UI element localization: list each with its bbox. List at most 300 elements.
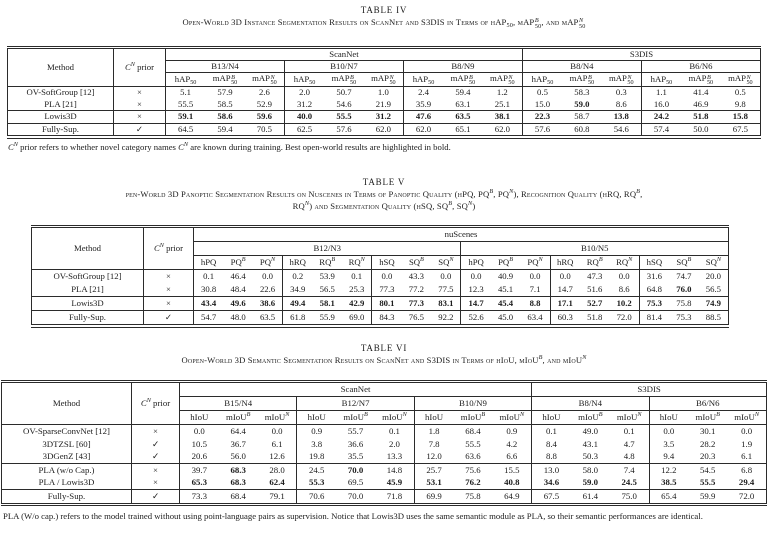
value-cell: 77.2 — [408, 284, 424, 295]
method-cell: 3DTZSL [60] — [42, 438, 91, 449]
split-header: B6/N6 — [641, 61, 760, 73]
value-cell: 88.5 — [699, 311, 729, 325]
value-cell: 41.4 — [693, 87, 709, 98]
prior-cell: × — [114, 99, 166, 111]
value-cell: 59.4 — [205, 123, 245, 136]
value-cell: 64.4 — [230, 426, 246, 437]
table-row — [2, 450, 767, 463]
value-cell: 64.8 — [639, 283, 669, 297]
metric-header: hIoU — [414, 411, 453, 425]
prior-column-header: $C^N$ prior — [132, 383, 180, 425]
table-iv-caption-line: Open-World 3D Instance Segmentation Results on ScanNet and S3DIS in Terms of hAP$_{50}$, mAP B 50 , and mAP N 50 — [182, 17, 586, 30]
value-cell: 34.9 — [283, 283, 313, 297]
value-cell: 45.0 — [491, 311, 521, 325]
value-cell: 62.0 — [483, 123, 523, 136]
metric-header: $SQ^N$ — [431, 256, 461, 270]
value-cell: 14.7 — [461, 297, 491, 311]
metric-header: $PQ^B$ — [223, 256, 253, 270]
metric-header: hAP$_{50}$ — [403, 73, 443, 87]
table-v-caption-line-2: $RQ^N$) and Segmentation Quality (hSQ, $SQ^B$, $SQ^N$) — [292, 199, 476, 211]
value-cell: 31.2 — [364, 111, 404, 124]
value-cell: 2.0 — [284, 87, 324, 99]
value-cell: 50.3 — [582, 451, 599, 462]
prior-cell: ✓ — [132, 438, 180, 451]
value-cell: 0.0 — [271, 426, 283, 437]
prior-column-header: $C^N$ prior — [144, 228, 194, 270]
table-row — [32, 270, 729, 284]
value-cell: 68.3 — [230, 477, 246, 488]
table-v-frame — [31, 225, 729, 328]
value-cell: 7.8 — [414, 438, 453, 451]
metric-header: $PQ^N$ — [520, 256, 550, 270]
split-header: B13/N4 — [166, 61, 285, 73]
value-cell: 30.8 — [194, 283, 224, 297]
value-cell: 6.1 — [271, 438, 283, 449]
value-cell: 76.5 — [402, 311, 432, 325]
value-cell: 62.5 — [284, 123, 324, 136]
value-cell: 10.2 — [610, 297, 640, 311]
value-cell: 58.3 — [574, 87, 590, 98]
metric-header: $RQ^N$ — [610, 256, 640, 270]
table-vi-footnote: PLA (W/o cap.) refers to the model trained without using point-language pairs as supervision. Notice that Lowis3D uses the same semantic module as PLA, so their semantic performances are identical. — [3, 511, 703, 522]
value-cell: 75.3 — [669, 311, 699, 325]
metric-header: hRQ — [283, 256, 313, 270]
method-cell: OV-SparseConvNet [12] — [23, 426, 110, 437]
value-cell: 30.1 — [699, 426, 716, 437]
metric-header: mIoU$^B$ — [571, 411, 610, 425]
metric-header: $RQ^B$ — [580, 256, 610, 270]
metric-header: mIoU$^N$ — [258, 411, 297, 425]
value-cell: 71.8 — [375, 490, 414, 504]
table-vi-caption — [0, 343, 768, 366]
value-cell: 8.8 — [532, 450, 571, 463]
metric-header: $SQ^B$ — [402, 256, 432, 270]
value-cell: 48.4 — [230, 284, 246, 295]
value-cell: 79.1 — [258, 490, 297, 504]
value-cell: 70.0 — [336, 490, 375, 504]
metric-header: $RQ^B$ — [312, 256, 342, 270]
value-cell: 54.7 — [194, 311, 224, 325]
metric-header: mAP N 50 — [364, 73, 404, 87]
prior-cell: × — [132, 425, 180, 438]
prior-cell: × — [114, 111, 166, 124]
value-cell: 36.7 — [230, 438, 246, 449]
value-cell: 69.0 — [342, 311, 372, 325]
value-cell: 0.5 — [522, 87, 562, 99]
value-cell: 0.0 — [618, 271, 630, 282]
dataset-header: S3DIS — [532, 383, 767, 397]
value-cell: 0.1 — [351, 271, 363, 282]
table-v-caption-line-1: pen-World 3D Panoptic Segmentation Results on Nuscenes in Terms of Panoptic Quality (hPQ, $PQ^B$, $PQ^N$), Recognition Quality (hRQ, $RQ^B$, — [125, 187, 643, 199]
value-cell: 75.8 — [669, 297, 699, 311]
table-vi-label: TABLE VI — [360, 342, 408, 353]
value-cell: 22.3 — [522, 111, 562, 124]
metric-header: $SQ^N$ — [699, 256, 729, 270]
value-cell: 46.4 — [230, 271, 246, 282]
method-cell: PLA [21] — [71, 284, 104, 295]
table-v-section — [0, 177, 768, 328]
value-cell: 1.2 — [496, 87, 508, 98]
table-iv-instance-results — [7, 48, 761, 136]
split-header: B15/N4 — [180, 397, 297, 411]
metric-header: hIoU — [532, 411, 571, 425]
value-cell: 0.2 — [283, 270, 313, 284]
value-cell: 29.4 — [738, 477, 755, 488]
value-cell: 5.1 — [166, 87, 206, 99]
value-cell: 4.8 — [623, 451, 635, 462]
value-cell: 51.8 — [681, 111, 721, 124]
method-cell: PLA (w/o Cap.) — [2, 463, 132, 476]
table-vi-frame — [1, 380, 767, 507]
value-cell: 14.8 — [375, 463, 414, 476]
value-cell: 4.7 — [623, 438, 635, 449]
value-cell: 13.0 — [532, 463, 571, 476]
value-cell: 81.4 — [639, 311, 669, 325]
value-cell: 1.9 — [741, 438, 753, 449]
prior-cell: × — [132, 463, 180, 476]
value-cell: 12.3 — [461, 283, 491, 297]
metric-header: hIoU — [297, 411, 336, 425]
prior-cell: × — [114, 87, 166, 99]
value-cell: 42.9 — [342, 297, 372, 311]
value-cell: 61.8 — [283, 311, 313, 325]
value-cell: 12.6 — [269, 451, 285, 462]
split-header: B10/N9 — [414, 397, 531, 411]
table-iv-label: TABLE IV — [360, 5, 408, 15]
value-cell: 0.3 — [615, 87, 627, 98]
table-row — [2, 438, 767, 451]
value-cell: 65.4 — [649, 490, 688, 504]
table-row — [8, 87, 761, 99]
value-cell: 67.5 — [532, 490, 571, 504]
value-cell: 69.5 — [347, 477, 364, 488]
value-cell: 63.1 — [455, 98, 471, 109]
value-cell: 19.8 — [297, 450, 336, 463]
value-cell: 72.0 — [727, 490, 766, 504]
table-row — [2, 425, 767, 438]
table-vi-semantic-results — [1, 382, 767, 504]
table-row — [32, 311, 729, 325]
value-cell: 0.1 — [623, 426, 635, 437]
value-cell: 55.5 — [465, 438, 481, 449]
value-cell: 74.9 — [699, 297, 729, 311]
method-cell: Fully-Sup. — [2, 490, 132, 504]
value-cell: 92.2 — [431, 311, 461, 325]
table-vi-section — [0, 343, 768, 524]
value-cell: 62.0 — [403, 123, 443, 136]
value-cell: 75.8 — [453, 490, 492, 504]
prior-cell: ✓ — [144, 311, 194, 325]
value-cell: 28.2 — [699, 438, 716, 449]
metric-header: mAP N 50 — [483, 73, 523, 87]
value-cell: 50.0 — [681, 123, 721, 136]
value-cell: 63.5 — [253, 311, 283, 325]
method-cell: Fully-Sup. — [32, 311, 144, 325]
value-cell: 0.0 — [262, 271, 273, 282]
value-cell: 77.3 — [402, 297, 432, 311]
value-cell: 38.1 — [483, 111, 523, 124]
value-cell: 45.4 — [491, 297, 521, 311]
value-cell: 68.3 — [219, 463, 258, 476]
value-cell: 77.3 — [372, 283, 402, 297]
dataset-header: S3DIS — [522, 49, 760, 61]
method-cell: OV-SoftGroup [12] — [53, 271, 122, 282]
value-cell: 1.0 — [377, 87, 389, 98]
metric-header: hIoU — [180, 411, 219, 425]
value-cell: 68.4 — [465, 426, 481, 437]
value-cell: 3.5 — [649, 438, 688, 451]
prior-cell: × — [144, 270, 194, 284]
value-cell: 0.0 — [550, 270, 580, 284]
value-cell: 8.8 — [520, 297, 550, 311]
metric-header: $SQ^B$ — [669, 256, 699, 270]
value-cell: 62.0 — [364, 123, 404, 136]
value-cell: 59.0 — [574, 98, 590, 109]
value-cell: 80.1 — [372, 297, 402, 311]
value-cell: 55.5 — [324, 111, 364, 124]
value-cell: 15.8 — [721, 111, 761, 124]
value-cell: 16.0 — [641, 99, 681, 111]
value-cell: 51.8 — [580, 311, 610, 325]
value-cell: 47.3 — [587, 271, 603, 282]
value-cell: 55.7 — [347, 426, 364, 437]
value-cell: 40.9 — [497, 271, 514, 282]
table-row — [8, 111, 761, 124]
metric-header: mIoU$^N$ — [375, 411, 414, 425]
prior-cell: ✓ — [132, 450, 180, 463]
value-cell: 51.6 — [587, 284, 603, 295]
value-cell: 46.9 — [693, 98, 709, 109]
value-cell: 0.5 — [734, 87, 746, 98]
value-cell: 13.8 — [602, 111, 642, 124]
value-cell: 6.6 — [506, 451, 518, 462]
value-cell: 25.1 — [494, 98, 510, 109]
value-cell: 9.4 — [649, 450, 688, 463]
value-cell: 60.8 — [562, 123, 602, 136]
split-header: B8/N4 — [522, 61, 641, 73]
method-cell: PLA / Lowis3D — [38, 477, 95, 488]
metric-header: hSQ — [639, 256, 669, 270]
metric-header: $RQ^N$ — [342, 256, 372, 270]
method-cell: OV-SoftGroup [12] — [26, 87, 95, 98]
metric-header: $PQ^N$ — [253, 256, 283, 270]
value-cell: 57.6 — [522, 123, 562, 136]
value-cell: 50.7 — [336, 87, 352, 98]
method-column-header: Method — [8, 49, 114, 87]
metric-header: hPQ — [194, 256, 224, 270]
value-cell: 55.5 — [166, 99, 206, 111]
value-cell: 45.9 — [386, 477, 403, 488]
method-cell: Lowis3D — [8, 111, 114, 124]
value-cell: 14.7 — [550, 283, 580, 297]
value-cell: 20.3 — [699, 451, 716, 462]
value-cell: 36.6 — [347, 438, 364, 449]
value-cell: 10.5 — [180, 438, 219, 451]
value-cell: 38.5 — [649, 476, 688, 489]
metric-header: mAP N 50 — [602, 73, 642, 87]
split-header: B8/N9 — [403, 61, 522, 73]
metric-header: mIoU$^B$ — [688, 411, 727, 425]
value-cell: 9.8 — [734, 98, 746, 109]
value-cell: 0.1 — [532, 425, 571, 438]
table-row — [2, 490, 767, 504]
value-cell: 70.0 — [336, 463, 375, 476]
value-cell: 65.3 — [180, 476, 219, 489]
value-cell: 0.0 — [529, 271, 541, 282]
metric-header: hAP$_{50}$ — [284, 73, 324, 87]
metric-header: mAP B 50 — [205, 73, 245, 87]
value-cell: 57.6 — [324, 123, 364, 136]
value-cell: 52.9 — [256, 98, 272, 109]
value-cell: 72.0 — [610, 311, 640, 325]
value-cell: 58.7 — [562, 111, 602, 124]
metric-header: mIoU$^N$ — [493, 411, 532, 425]
value-cell: 59.4 — [455, 87, 471, 98]
value-cell: 0.0 — [180, 425, 219, 438]
metric-header: mAP B 50 — [443, 73, 483, 87]
value-cell: 34.6 — [532, 476, 571, 489]
table-row — [2, 463, 767, 476]
table-iv-caption — [0, 5, 768, 30]
value-cell: 0.1 — [388, 426, 400, 437]
method-cell: Fully-Sup. — [8, 123, 114, 136]
table-row — [8, 123, 761, 136]
value-cell: 63.4 — [520, 311, 550, 325]
value-cell: 39.7 — [180, 463, 219, 476]
metric-header: mIoU$^B$ — [219, 411, 258, 425]
value-cell: 70.6 — [297, 490, 336, 504]
metric-header: mAP B 50 — [324, 73, 364, 87]
table-row — [32, 297, 729, 311]
value-cell: 75.0 — [610, 490, 649, 504]
value-cell: 15.5 — [493, 463, 532, 476]
value-cell: 2.6 — [258, 87, 270, 98]
metric-header: $PQ^B$ — [491, 256, 521, 270]
value-cell: 6.1 — [741, 451, 753, 462]
value-cell: 35.9 — [403, 99, 443, 111]
value-cell: 57.4 — [641, 123, 681, 136]
metric-header: hRQ — [550, 256, 580, 270]
value-cell: 55.3 — [297, 476, 336, 489]
metric-header: hAP$_{50}$ — [641, 73, 681, 87]
value-cell: 38.6 — [253, 297, 283, 311]
split-header: B8/N4 — [532, 397, 649, 411]
value-cell: 57.9 — [217, 87, 233, 98]
value-cell: 1.1 — [641, 87, 681, 99]
value-cell: 0.0 — [741, 426, 753, 437]
value-cell: 47.6 — [403, 111, 443, 124]
value-cell: 53.1 — [414, 476, 453, 489]
value-cell: 56.5 — [705, 284, 721, 295]
value-cell: 49.6 — [223, 297, 253, 311]
value-cell: 68.4 — [219, 490, 258, 504]
table-v-panoptic-results — [31, 227, 729, 325]
value-cell: 74.7 — [676, 271, 692, 282]
dataset-header: ScanNet — [166, 49, 523, 61]
metric-header: mIoU$^B$ — [453, 411, 492, 425]
value-cell: 24.2 — [641, 111, 681, 124]
split-header: B10/N5 — [461, 242, 729, 256]
table-iv-footnote: $C^N$ prior refers to whether novel category names $C^N$ are known during training. Best open-world results are highlighted in bold. — [8, 140, 451, 152]
value-cell: 43.1 — [582, 438, 599, 449]
value-cell: 25.7 — [414, 463, 453, 476]
metric-header: mAP N 50 — [721, 73, 761, 87]
value-cell: 12.2 — [649, 463, 688, 476]
method-cell: 3DGenZ [43] — [42, 451, 91, 462]
value-cell: 61.4 — [571, 490, 610, 504]
value-cell: 54.5 — [688, 463, 727, 476]
value-cell: 21.9 — [375, 98, 391, 109]
value-cell: 76.2 — [465, 477, 481, 488]
value-cell: 54.6 — [602, 123, 642, 136]
value-cell: 64.5 — [166, 123, 206, 136]
table-row — [2, 476, 767, 489]
prior-column-header: $C^N$ prior — [114, 49, 166, 87]
value-cell: 58.1 — [312, 297, 342, 311]
value-cell: 7.4 — [610, 463, 649, 476]
value-cell: 62.4 — [269, 477, 285, 488]
value-cell: 56.0 — [230, 451, 246, 462]
value-cell: 12.0 — [414, 450, 453, 463]
value-cell: 0.9 — [297, 425, 336, 438]
method-column-header: Method — [2, 383, 132, 425]
metric-header: mIoU$^B$ — [336, 411, 375, 425]
prior-cell: ✓ — [114, 123, 166, 136]
prior-cell: ✓ — [132, 490, 180, 504]
value-cell: 59.1 — [166, 111, 206, 124]
value-cell: 45.1 — [497, 284, 514, 295]
value-cell: 40.0 — [284, 111, 324, 124]
value-cell: 40.8 — [504, 477, 520, 488]
value-cell: 59.6 — [245, 111, 285, 124]
split-header: B12/N3 — [194, 242, 461, 256]
value-cell: 67.5 — [721, 123, 761, 136]
value-cell: 56.5 — [319, 284, 335, 295]
metric-header: mAP N 50 — [245, 73, 285, 87]
value-cell: 20.6 — [180, 450, 219, 463]
table-v-label: TABLE V — [362, 176, 406, 187]
value-cell: 3.8 — [297, 438, 336, 451]
prior-cell: × — [144, 283, 194, 297]
value-cell: 8.6 — [615, 98, 627, 109]
method-column-header: Method — [32, 228, 144, 270]
dataset-header: nuScenes — [194, 228, 729, 242]
table-v-caption — [0, 177, 768, 212]
metric-header: mAP B 50 — [562, 73, 602, 87]
value-cell: 52.7 — [580, 297, 610, 311]
value-cell: 24.5 — [621, 477, 637, 488]
metric-header: mIoU$^N$ — [610, 411, 649, 425]
value-cell: 0.0 — [461, 270, 491, 284]
split-header: B10/N7 — [284, 61, 403, 73]
value-cell: 20.0 — [705, 271, 721, 282]
value-cell: 0.0 — [649, 425, 688, 438]
split-header: B12/N7 — [297, 397, 414, 411]
value-cell: 0.0 — [372, 270, 402, 284]
value-cell: 6.8 — [727, 463, 766, 476]
value-cell: 43.3 — [408, 271, 424, 282]
value-cell: 54.6 — [336, 98, 352, 109]
method-cell: Lowis3D — [32, 297, 144, 311]
value-cell: 63.6 — [465, 451, 481, 462]
value-cell: 83.1 — [431, 297, 461, 311]
value-cell: 15.0 — [522, 99, 562, 111]
value-cell: 25.3 — [349, 284, 365, 295]
value-cell: 8.6 — [618, 284, 630, 295]
value-cell: 65.1 — [443, 123, 483, 136]
value-cell: 2.4 — [403, 87, 443, 99]
value-cell: 0.9 — [506, 426, 518, 437]
